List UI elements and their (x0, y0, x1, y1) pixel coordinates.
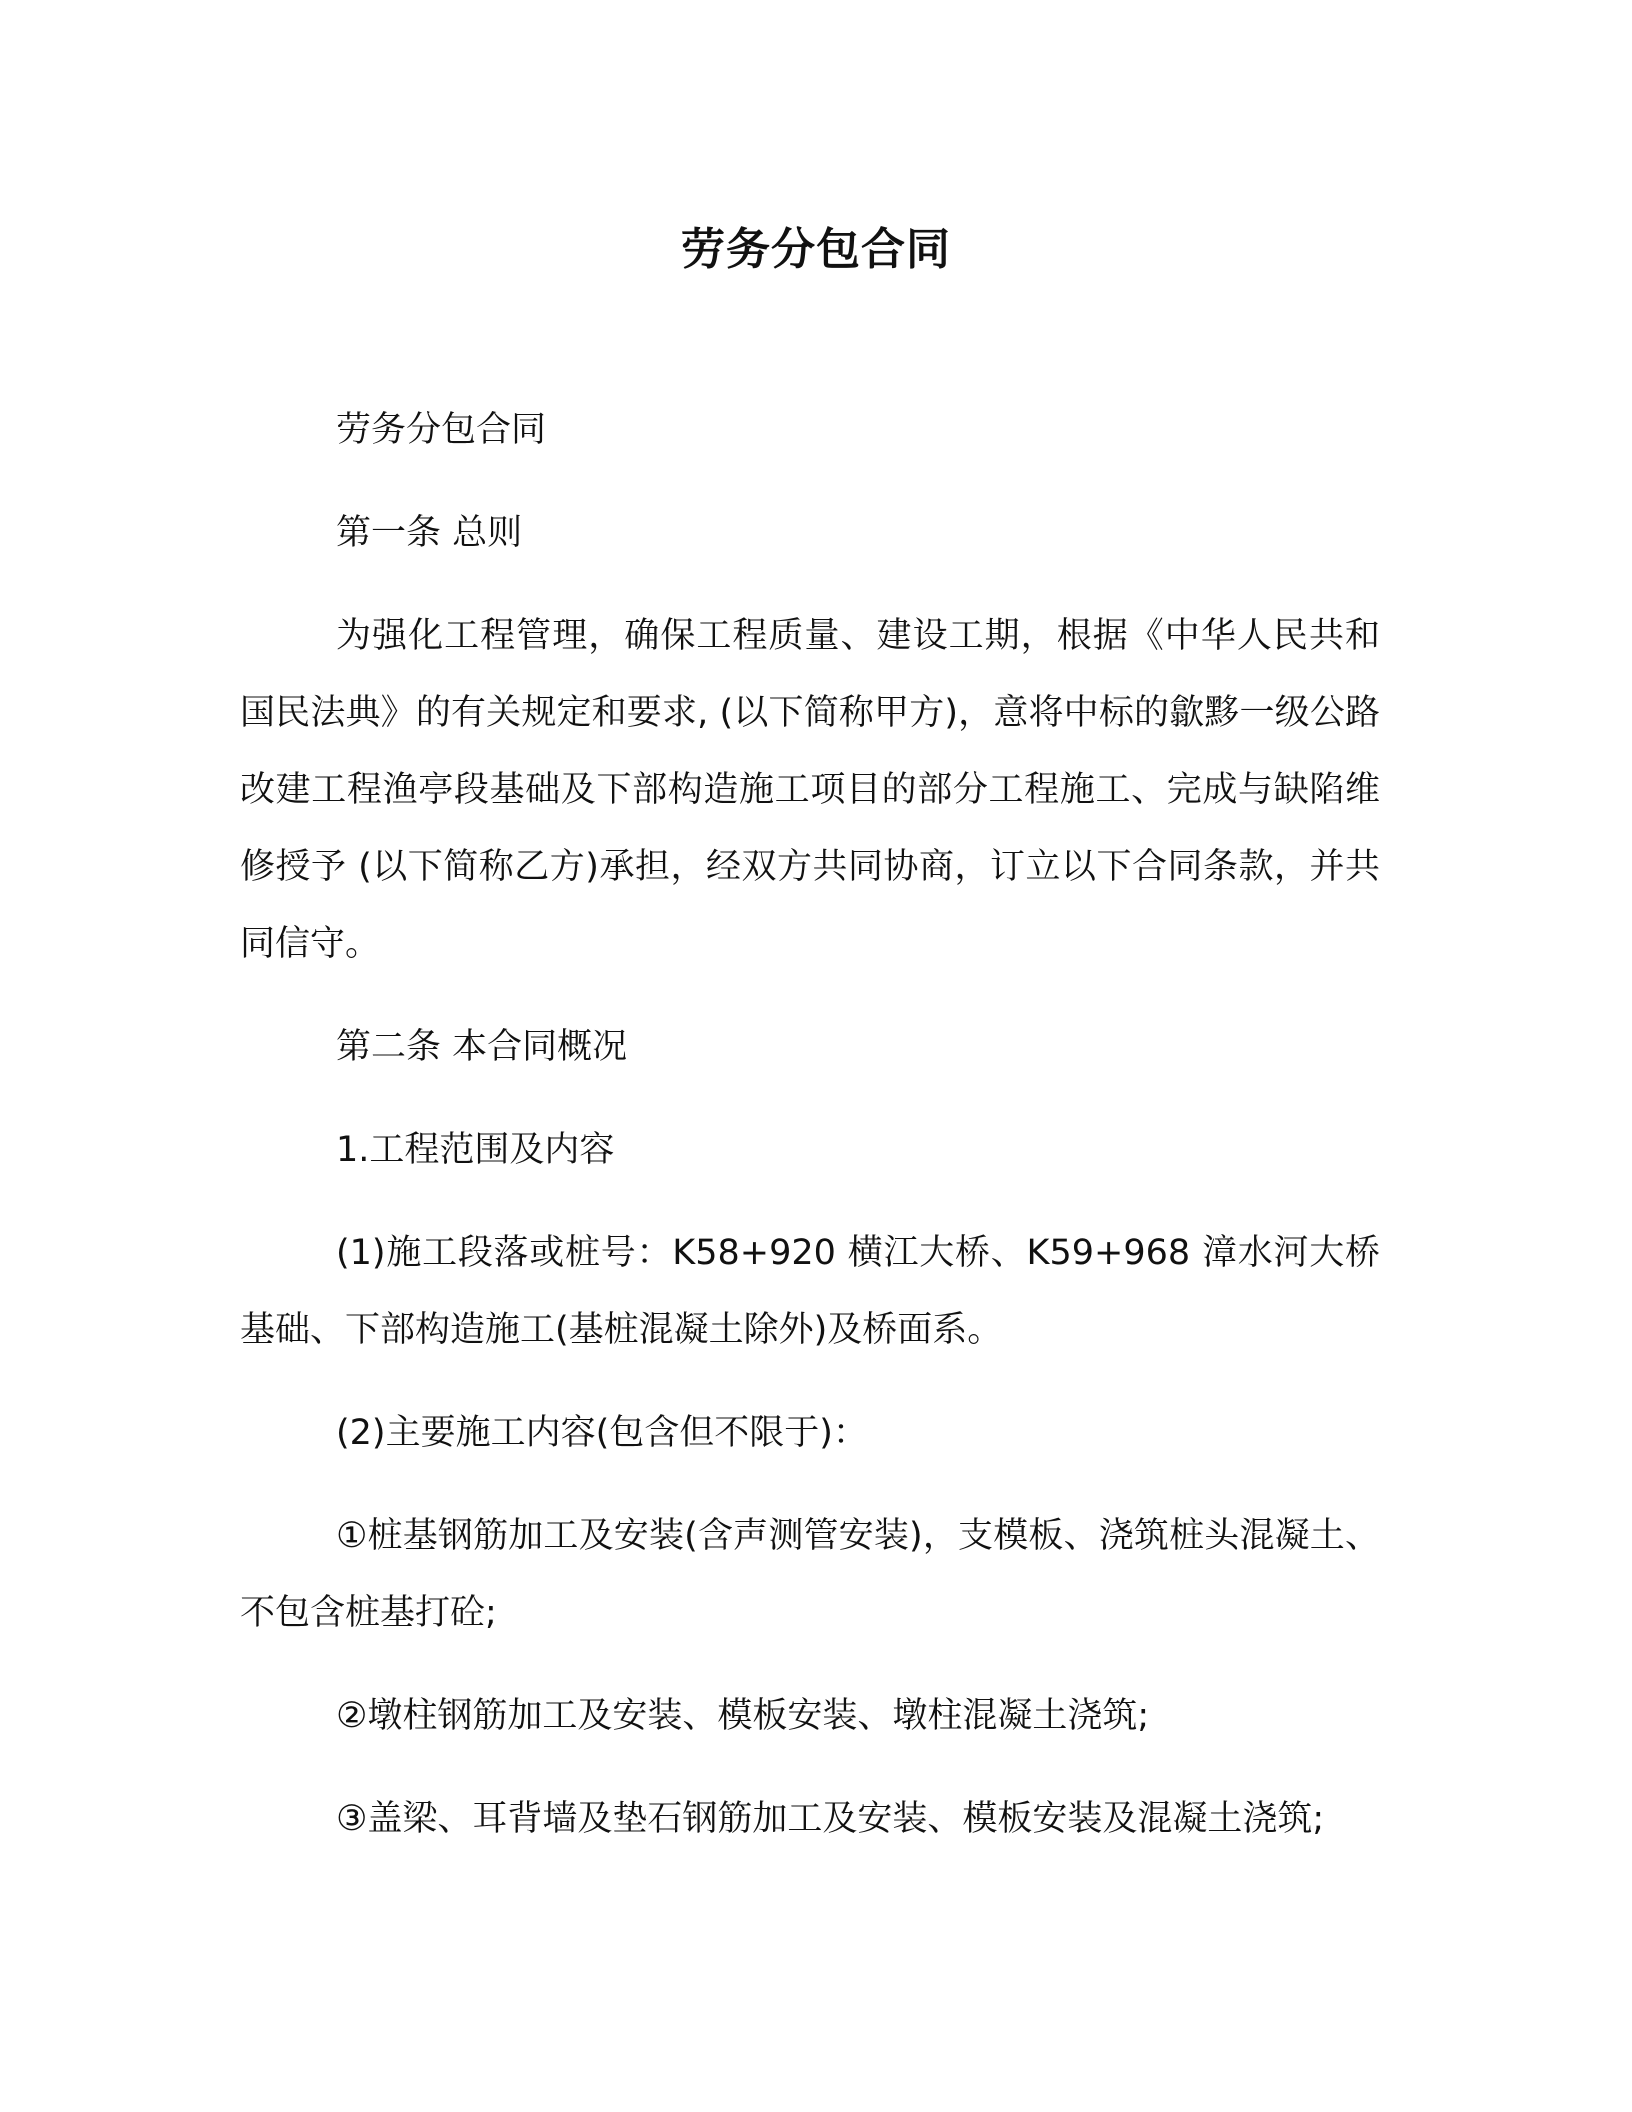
paragraph-item-1: ①桩基钢筋加工及安装(含声测管安装)，支模板、浇筑桩头混凝土、不包含桩基打砼; (240, 1516, 1380, 1633)
paragraph-section-location: (1)施工段落或桩号：K58+920 横江大桥、K59+968 漳水河大桥基础、下部构造施工(基桩混凝土除外)及桥面系。 (240, 1233, 1380, 1350)
paragraph-scope-heading: 1.工程范围及内容 (336, 1130, 615, 1170)
paragraph-main-content-heading: (2)主要施工内容(包含但不限于)： (336, 1413, 868, 1453)
paragraph-article-2-heading: 第二条 本合同概况 (336, 1027, 628, 1067)
document-title: 劳务分包合同 (681, 224, 951, 275)
document-body (240, 392, 1380, 1858)
paragraph-general-provisions: 为强化工程管理，确保工程质量、建设工期，根据《中华人民共和国民法典》的有关规定和要求, (以下简称甲方)，意将中标的歙黟一级公路改建工程渔亭段基础及下部构造施工项目的部分工程施工、完成与缺陷维修授予 (以下简称乙方)承担，经双方共同协商，订立以下合同条款，并共同信守。 (240, 616, 1380, 964)
paragraph-item-2: ②墩柱钢筋加工及安装、模板安装、墩柱混凝土浇筑; (336, 1696, 1150, 1736)
paragraph-subtitle: 劳务分包合同 (336, 410, 547, 450)
paragraph-item-3: ③盖梁、耳背墙及垫石钢筋加工及安装、模板安装及混凝土浇筑; (336, 1799, 1325, 1839)
paragraph-article-1-heading: 第一条 总则 (336, 513, 523, 553)
